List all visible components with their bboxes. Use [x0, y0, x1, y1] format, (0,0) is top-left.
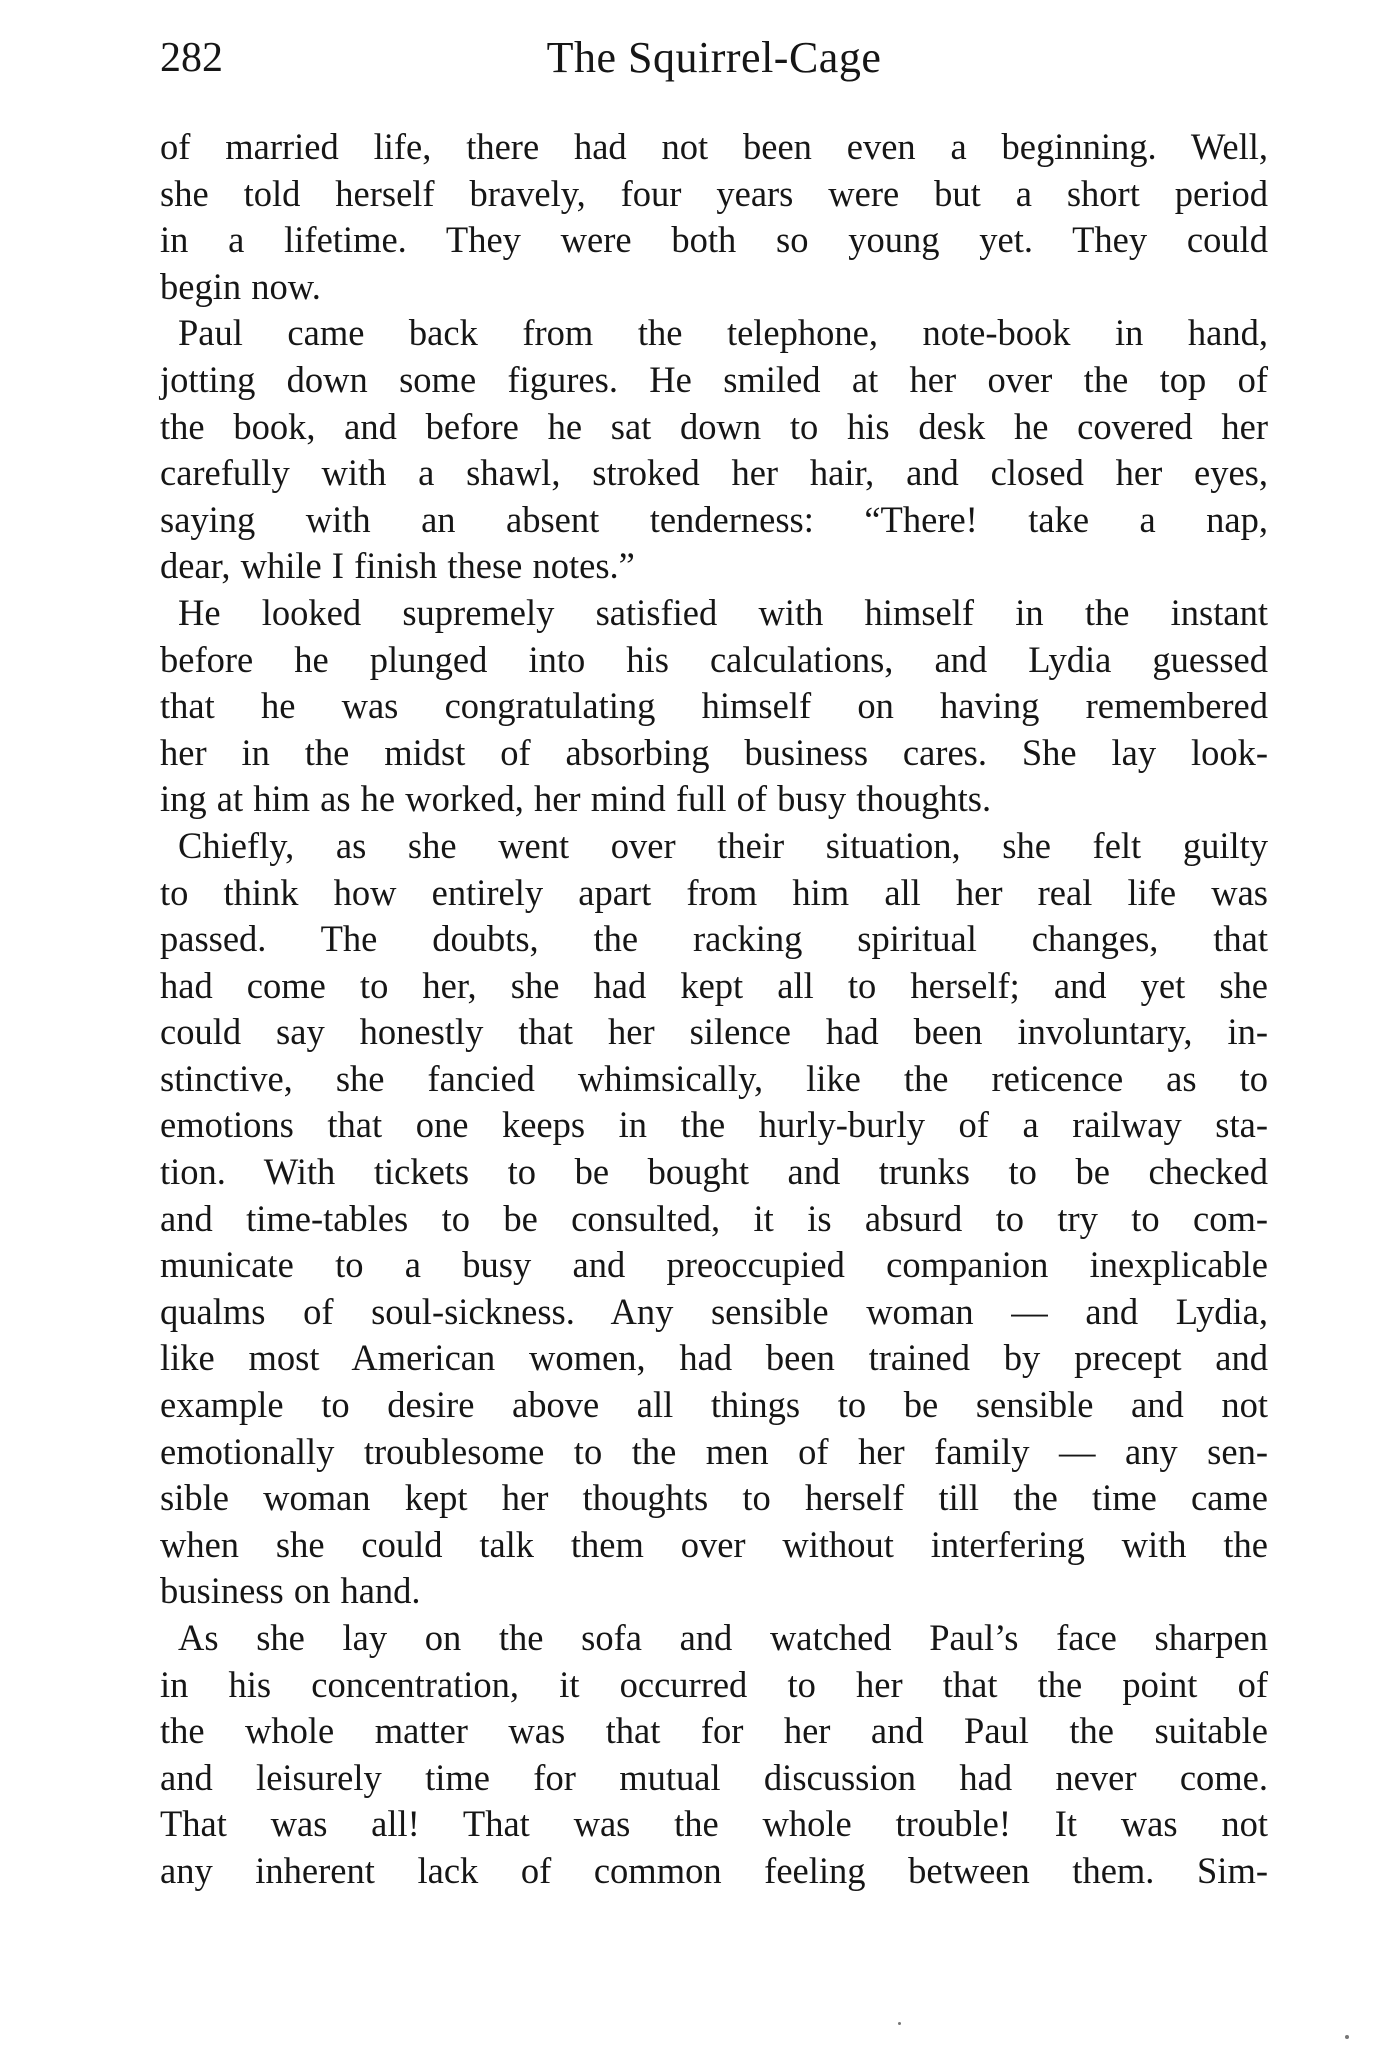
text-line: could say honestly that her silence had been involuntary, in-	[160, 1011, 1268, 1053]
paragraph	[160, 124, 1268, 310]
text-line: and leisurely time for mutual discussion had never come.	[160, 1756, 1268, 1798]
text-line: emotions that one keeps in the hurly-burly of a railway sta-	[160, 1104, 1268, 1146]
page-number: 282	[160, 35, 223, 81]
body-text	[160, 124, 1268, 1895]
text-line: tion. With tickets to be bought and trunks to be checked	[160, 1151, 1268, 1193]
scan-speck	[1345, 2035, 1349, 2039]
paragraph	[160, 310, 1268, 590]
text-line: carefully with a shawl, stroked her hair, and closed her eyes,	[160, 452, 1268, 494]
text-line: her in the midst of absorbing business cares. She lay look-	[160, 731, 1268, 773]
text-line: passed. The doubts, the racking spiritual changes, that	[160, 918, 1268, 960]
text-line: to think how entirely apart from him all her real life was	[160, 871, 1268, 913]
text-line: That was all! That was the whole trouble! It was not	[160, 1803, 1268, 1845]
text-line: emotionally troublesome to the men of her family — any sen-	[160, 1430, 1268, 1472]
paragraph	[160, 823, 1268, 1615]
text-line: dear, while I finish these notes.”	[160, 545, 635, 587]
text-line: like most American women, had been trained by precept and	[160, 1337, 1268, 1379]
text-line: example to desire above all things to be sensible and not	[160, 1384, 1268, 1426]
text-line: stinctive, she fancied whimsically, like the reticence as to	[160, 1057, 1268, 1099]
text-line: had come to her, she had kept all to herself; and yet she	[160, 964, 1268, 1006]
text-line: municate to a busy and preoccupied companion inexplicable	[160, 1244, 1268, 1286]
text-line: when she could talk them over without interfering with the	[160, 1523, 1268, 1565]
text-line: He looked supremely satisfied with himself in the instant	[178, 591, 1268, 633]
text-line: Chiefly, as she went over their situation, she felt guilty	[178, 824, 1268, 866]
running-header	[160, 28, 1268, 88]
scan-speck	[898, 2022, 901, 2025]
text-line: in a lifetime. They were both so young yet. They could	[160, 219, 1268, 261]
text-line: sible woman kept her thoughts to herself till the time came	[160, 1477, 1268, 1519]
text-line: begin now.	[160, 265, 321, 307]
text-line: of married life, there had not been even a beginning. Well,	[160, 126, 1268, 167]
running-title: The Squirrel-Cage	[546, 33, 882, 82]
text-line: any inherent lack of common feeling between them. Sim-	[160, 1849, 1268, 1891]
text-line: business on hand.	[160, 1570, 421, 1612]
text-line: As she lay on the sofa and watched Paul’s face sharpen	[178, 1617, 1268, 1658]
text-line: in his concentration, it occurred to her that the point of	[160, 1663, 1268, 1705]
paragraph	[160, 590, 1268, 823]
text-line: ing at him as he worked, her mind full of busy thoughts.	[160, 778, 992, 820]
text-line: qualms of soul-sickness. Any sensible woman — and Lydia,	[160, 1290, 1268, 1332]
text-line: Paul came back from the telephone, note-book in hand,	[178, 312, 1268, 354]
text-line: the book, and before he sat down to his desk he covered her	[160, 405, 1268, 447]
paragraph	[160, 1615, 1268, 1895]
text-line: before he plunged into his calculations, and Lydia guessed	[160, 638, 1268, 680]
text-line: the whole matter was that for her and Paul the suitable	[160, 1710, 1268, 1752]
text-line: and time-tables to be consulted, it is absurd to try to com-	[160, 1197, 1268, 1239]
text-line: that he was congratulating himself on having remembered	[160, 685, 1268, 727]
text-line: saying with an absent tenderness: “There! take a nap,	[160, 498, 1268, 540]
text-line: she told herself bravely, four years were but a short period	[160, 172, 1268, 214]
text-line: jotting down some figures. He smiled at her over the top of	[160, 358, 1268, 400]
